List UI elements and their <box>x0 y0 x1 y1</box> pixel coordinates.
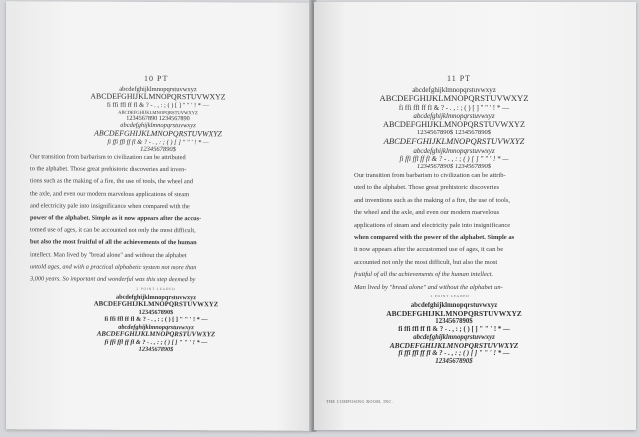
right-spec-bold-upper: ABCDEFGHIJKLMNOPQRSTUVWXYZ <box>386 308 522 318</box>
right-spec-bolditalic-ligatures: fi ffi ffl ff fl & ? - . , : ; ( ) [ ] " " ' ! * — <box>398 350 510 358</box>
right-spec-upper-1: ABCDEFGHIJKLMNOPQRSTUVWXYZ <box>379 93 529 104</box>
left-spec-bolditalic-ligatures: fi ffi ffl ff fl & ? - . , : ; ( ) [ ] " " ' ! * — <box>104 338 208 346</box>
right-spec-italic-lower-2: abcdefghijklmnopqrstuvwxyz <box>413 146 495 155</box>
right-specimen-top <box>354 86 554 171</box>
left-spec-bold-figures: 1234567890$ <box>138 308 174 317</box>
right-spec-italic-lower-1: abcdefghijklmnopqrstuvwxyz <box>413 111 495 120</box>
left-page <box>6 1 312 431</box>
left-spec-lower-1: abcdefghijklmnopqrstuvwxyz <box>119 85 197 94</box>
left-para-line: untold ages, and with a practical alphabetic system not more than <box>30 263 197 272</box>
right-spec-bolditalic-figures: 1234567890$ <box>435 358 473 366</box>
left-para-line: the axle, and even our modern marvelous applications of steam <box>30 189 190 198</box>
left-para-line: but also the most fruitful of all the achievements of the human <box>30 238 197 247</box>
right-spec-lower-1: abcdefghijklmnopqrstuvwxyz <box>412 86 496 94</box>
left-spec-bolditalic-lower: abcdefghijklmnopqrstuvwxyz <box>118 323 194 331</box>
right-spec-bolditalic-lower: abcdefghijklmnopqrstuvwxyz <box>413 333 495 341</box>
right-spec-bold-figures: 1234567890$ <box>435 318 473 326</box>
right-para-line: Man lived by "bread alone" and without the alphabet un- <box>354 283 503 291</box>
left-para-line: 3,000 years. So important and wonderful was this step deemed by <box>30 275 196 284</box>
right-spec-italic-figures: 1234567890$ 1234567890$ <box>416 162 492 170</box>
left-spec-figures-1: 1234567890 1234567890 <box>126 115 190 123</box>
left-spec-italic-figures: 1234567890$ <box>140 146 176 154</box>
right-para-line: applications of steam and electricity pale into insignificance <box>354 221 511 229</box>
left-caption: 2 POINT LEADED <box>136 286 176 292</box>
right-spec-figures-1: 1234567890$ 1234567890$ <box>416 129 492 137</box>
left-spec-bolditalic-figures: 1234567890$ <box>138 345 174 353</box>
left-para-line: intellect. Man lived by "bread alone" and without the alphabet <box>30 250 187 259</box>
right-spec-ligatures-1: fi ffi ffl ff fl & ? - . , : ; ( ) [ ] " " ' ! * — <box>398 103 510 112</box>
right-para-line: it now appears after the accustomed use of ages, it can be <box>354 246 504 254</box>
right-caption: 2 POINT LEADED <box>430 294 470 298</box>
left-para-line: Our transition from barbarism to civilization can be attributed <box>30 153 186 162</box>
left-spec-italic-lower: abcdefghijklmnopqrstuvwxyz <box>120 122 196 130</box>
left-para-line: power of the alphabet. Simple as it now appears after the accus- <box>30 214 202 223</box>
right-spec-bolditalic-upper: ABCDEFGHIJKLMNOPQRSTUVWXYZ <box>389 340 519 350</box>
right-para-line: the wheel and the axle, and even our modern marvelous <box>354 209 500 217</box>
right-spec-italic-ligatures: fi ffi ffl ff fl & ? - . , : ; ( ) [ ] " " ' ! * — <box>399 154 509 163</box>
left-spec-italic-ligatures: fi ffi ffl ff fl & ? - . , : ; ( ) [ ] " " ' ! * — <box>107 138 209 146</box>
left-spec-bold-lower: abcdefghijklmnopqrstuvwxyz <box>115 293 197 302</box>
right-para-line: accounted not only the most difficult, but also the most <box>354 258 498 266</box>
right-para-line: fruitful of all the achievements of the human intellect. <box>354 271 494 279</box>
right-para-line: Our transition from barbarism to civilization can be attrib- <box>354 172 506 179</box>
left-paragraph <box>30 151 280 287</box>
right-specimen-bottom <box>364 302 544 366</box>
left-page-size-label: 10 PT <box>144 73 169 84</box>
left-specimen-bottom <box>81 294 231 354</box>
left-para-line: tomed use of ages, it can be accounted not only the most difficult, <box>30 226 196 235</box>
right-page <box>314 2 636 430</box>
left-spec-ligatures-1: fi ffi ffl ff fl & ? - . , : ; ( ) [ ] " " ' ! * — <box>106 102 210 110</box>
right-spec-italic-upper: ABCDEFGHIJKLMNOPQRSTUVWXYZ <box>383 136 525 147</box>
left-spec-bold-ligatures: fi ffi ffl ff fl & ? - . , : ; ( ) [ ] " " ' ! * — <box>104 315 208 324</box>
left-spec-upper-1: ABCDEFGHIJKLMNOPQRSTUVWXYZ <box>90 92 226 102</box>
left-spec-smallcaps: ABCDEFGHIJKLMNOPQRSTUVWXYZ <box>118 109 198 116</box>
left-para-line: tions such as the making of a fire, the use of tools, the wheel and <box>30 177 193 186</box>
right-page-size-label: 11 PT <box>447 74 472 83</box>
left-spec-bolditalic-upper: ABCDEFGHIJKLMNOPQRSTUVWXYZ <box>96 330 216 339</box>
right-spec-bold-lower: abcdefghijklmnopqrstuvwxyz <box>410 302 498 309</box>
right-para-line: uted to the alphabet. Those great prehistoric discoveries <box>354 184 499 192</box>
right-para-line: and inventions such as the making of a fire, the use of tools, <box>354 196 510 204</box>
left-specimen-top <box>68 86 248 155</box>
publisher-footer: THE COMPOSING ROOM, INC. <box>326 399 394 404</box>
left-para-line: and electricity pale into insignificance when compared with the <box>30 202 190 210</box>
right-paragraph <box>354 170 604 294</box>
left-spec-italic-upper: ABCDEFGHIJKLMNOPQRSTUVWXYZ <box>94 128 222 139</box>
right-para-line: when compared with the power of the alphabet. Simple as <box>354 234 515 242</box>
right-spec-bold-ligatures: fi ffi ffl ff fl & ? - . , : ; ( ) [ ] " " ' ! * — <box>398 326 510 334</box>
left-spec-bold-upper: ABCDEFGHIJKLMNOPQRSTUVWXYZ <box>93 300 219 309</box>
right-spec-upper-2: ABCDEFGHIJKLMNOPQRSTUVWXYZ <box>383 120 525 130</box>
left-para-line: to the alphabet. Those great prehistoric discoveries and inven- <box>30 165 187 174</box>
